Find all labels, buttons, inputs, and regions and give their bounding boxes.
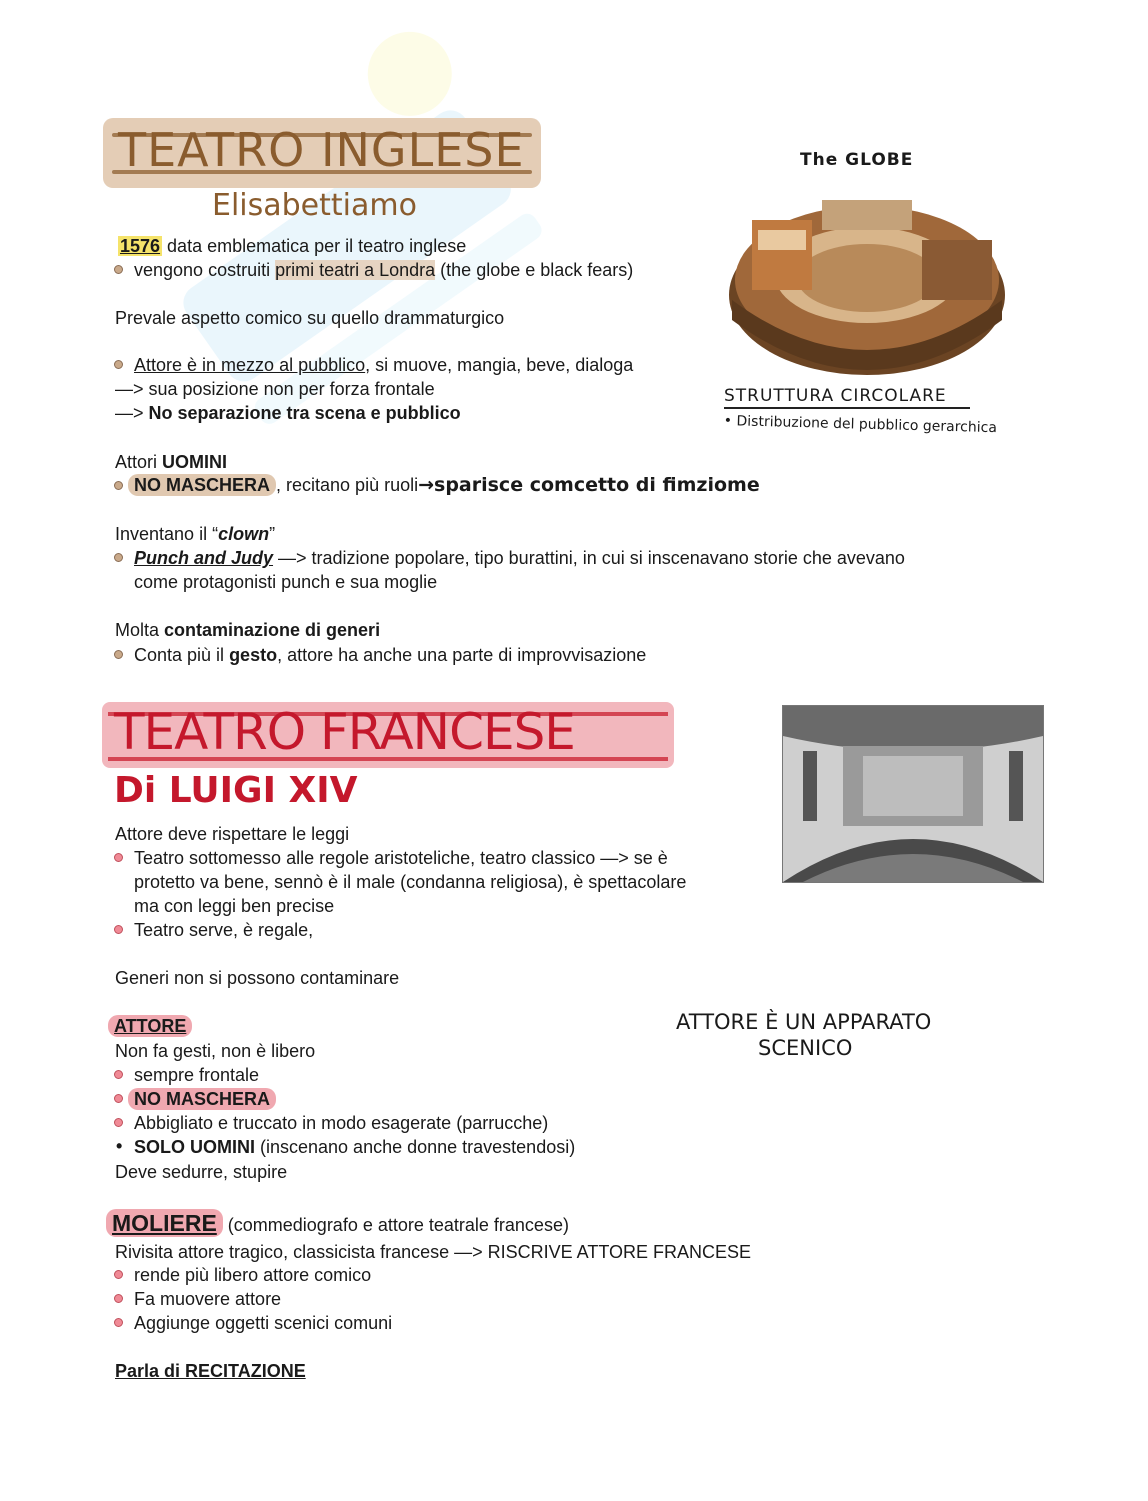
separation-line: —> No separazione tra scena e pubblico — [115, 403, 461, 423]
english-subtitle: Elisabettiamo — [212, 188, 417, 223]
french-title: TEATRO FRANCESE — [114, 703, 575, 761]
apparatus-note-2: SCENICO — [758, 1036, 853, 1060]
attori-line: Attori UOMINI — [115, 452, 228, 472]
bullet-dot — [114, 1118, 123, 1127]
aristotelian-line-3: ma con leggi ben precise — [134, 896, 335, 916]
bullet-dot — [114, 360, 123, 369]
regal-line: Teatro serve, è regale, — [134, 920, 314, 940]
globe-theatre-image — [722, 180, 1012, 380]
aristotelian-line-1: Teatro sottomesso alle regole aristoteliche, teatro classico —> se è — [134, 848, 668, 868]
seduce-line: Deve sedurre, stupire — [115, 1162, 288, 1182]
globe-label: The GLOBE — [800, 150, 914, 170]
bullet-small: • — [116, 1136, 123, 1156]
bullet-dot — [114, 1070, 123, 1079]
no-gestures-line: Non fa gesti, non è libero — [115, 1041, 316, 1061]
punch-judy-line-2: come protagonisti punch e sua moglie — [134, 572, 438, 592]
bullet-dot — [114, 265, 123, 274]
clown-line: Inventano il “clown” — [115, 524, 276, 544]
fiction-note: →sparisce comcetto di fimziome — [418, 474, 760, 496]
bullet-dot — [114, 925, 123, 934]
bullet-dot — [114, 1270, 123, 1279]
year-highlight: 1576 — [120, 236, 161, 256]
actor-among-audience: Attore è in mezzo al pubblico, si muove, mangia, beve, dialoga — [134, 355, 634, 375]
bullet-dot — [114, 481, 123, 490]
frontal-line: sempre frontale — [134, 1065, 260, 1085]
bullet-dot — [114, 1318, 123, 1327]
attore-heading: ATTORE — [108, 1014, 192, 1038]
moliere-point-2: Fa muovere attore — [134, 1289, 282, 1309]
structure-underline — [724, 407, 970, 409]
moliere-point-1: rende più libero attore comico — [134, 1265, 372, 1285]
year-line: 1576 data emblematica per il teatro inglese — [120, 236, 467, 256]
punch-judy-line: Punch and Judy —> tradizione popolare, tipo burattini, in cui si inscenavano storie che avevano — [134, 548, 905, 568]
moliere-line: MOLIERE (commediografo e attore teatrale francese) — [106, 1208, 569, 1240]
bullet-dot — [114, 853, 123, 862]
genres-line: Generi non si possono contaminare — [115, 968, 400, 988]
french-theatre-engraving — [782, 705, 1044, 883]
only-men-line: SOLO UOMINI (inscenano anche donne travestendosi) — [134, 1137, 576, 1157]
aristotelian-line-2: protetto va bene, sennò è il male (condanna religiosa), è spettacolare — [134, 872, 687, 892]
prevale-line: Prevale aspetto comico su quello drammaturgico — [115, 308, 505, 328]
circular-structure: STRUTTURA CIRCOLARE — [724, 386, 947, 406]
no-mask-highlight: NO MASCHERA — [128, 474, 276, 496]
no-mask-line: NO MASCHERA , recitano più ruoli→sparisce comcetto di fimziome — [128, 473, 760, 497]
english-title: TEATRO INGLESE — [118, 123, 525, 177]
laws-line: Attore deve rispettare le leggi — [115, 824, 350, 844]
bullet-dot — [114, 1294, 123, 1303]
french-no-mask-line: NO MASCHERA — [128, 1087, 276, 1111]
bullet-dot — [114, 650, 123, 659]
french-subtitle: Di LUIGI XIV — [114, 770, 358, 811]
contamination-line: Molta contaminazione di generi — [115, 620, 381, 640]
audience-distribution: • Distribuzione del pubblico gerarchica — [723, 413, 998, 437]
revisit-line: Rivisita attore tragico, classicista francese —> RISCRIVE ATTORE FRANCESE — [115, 1242, 752, 1262]
moliere-point-3: Aggiunge oggetti scenici comuni — [134, 1313, 393, 1333]
costume-line: Abbigliato e truccato in modo esagerate (parrucche) — [134, 1113, 549, 1133]
bullet-dot — [114, 553, 123, 562]
recitation-line: Parla di RECITAZIONE — [115, 1361, 306, 1381]
gesture-line: Conta più il gesto, attore ha anche una parte di improvvisazione — [134, 645, 647, 665]
apparatus-note-1: ATTORE È UN APPARATO — [676, 1010, 932, 1034]
position-line: —> sua posizione non per forza frontale — [115, 379, 435, 399]
theatres-built: vengono costruiti primi teatri a Londra (the globe e black fears) — [134, 260, 634, 280]
bullet-dot — [114, 1094, 123, 1103]
